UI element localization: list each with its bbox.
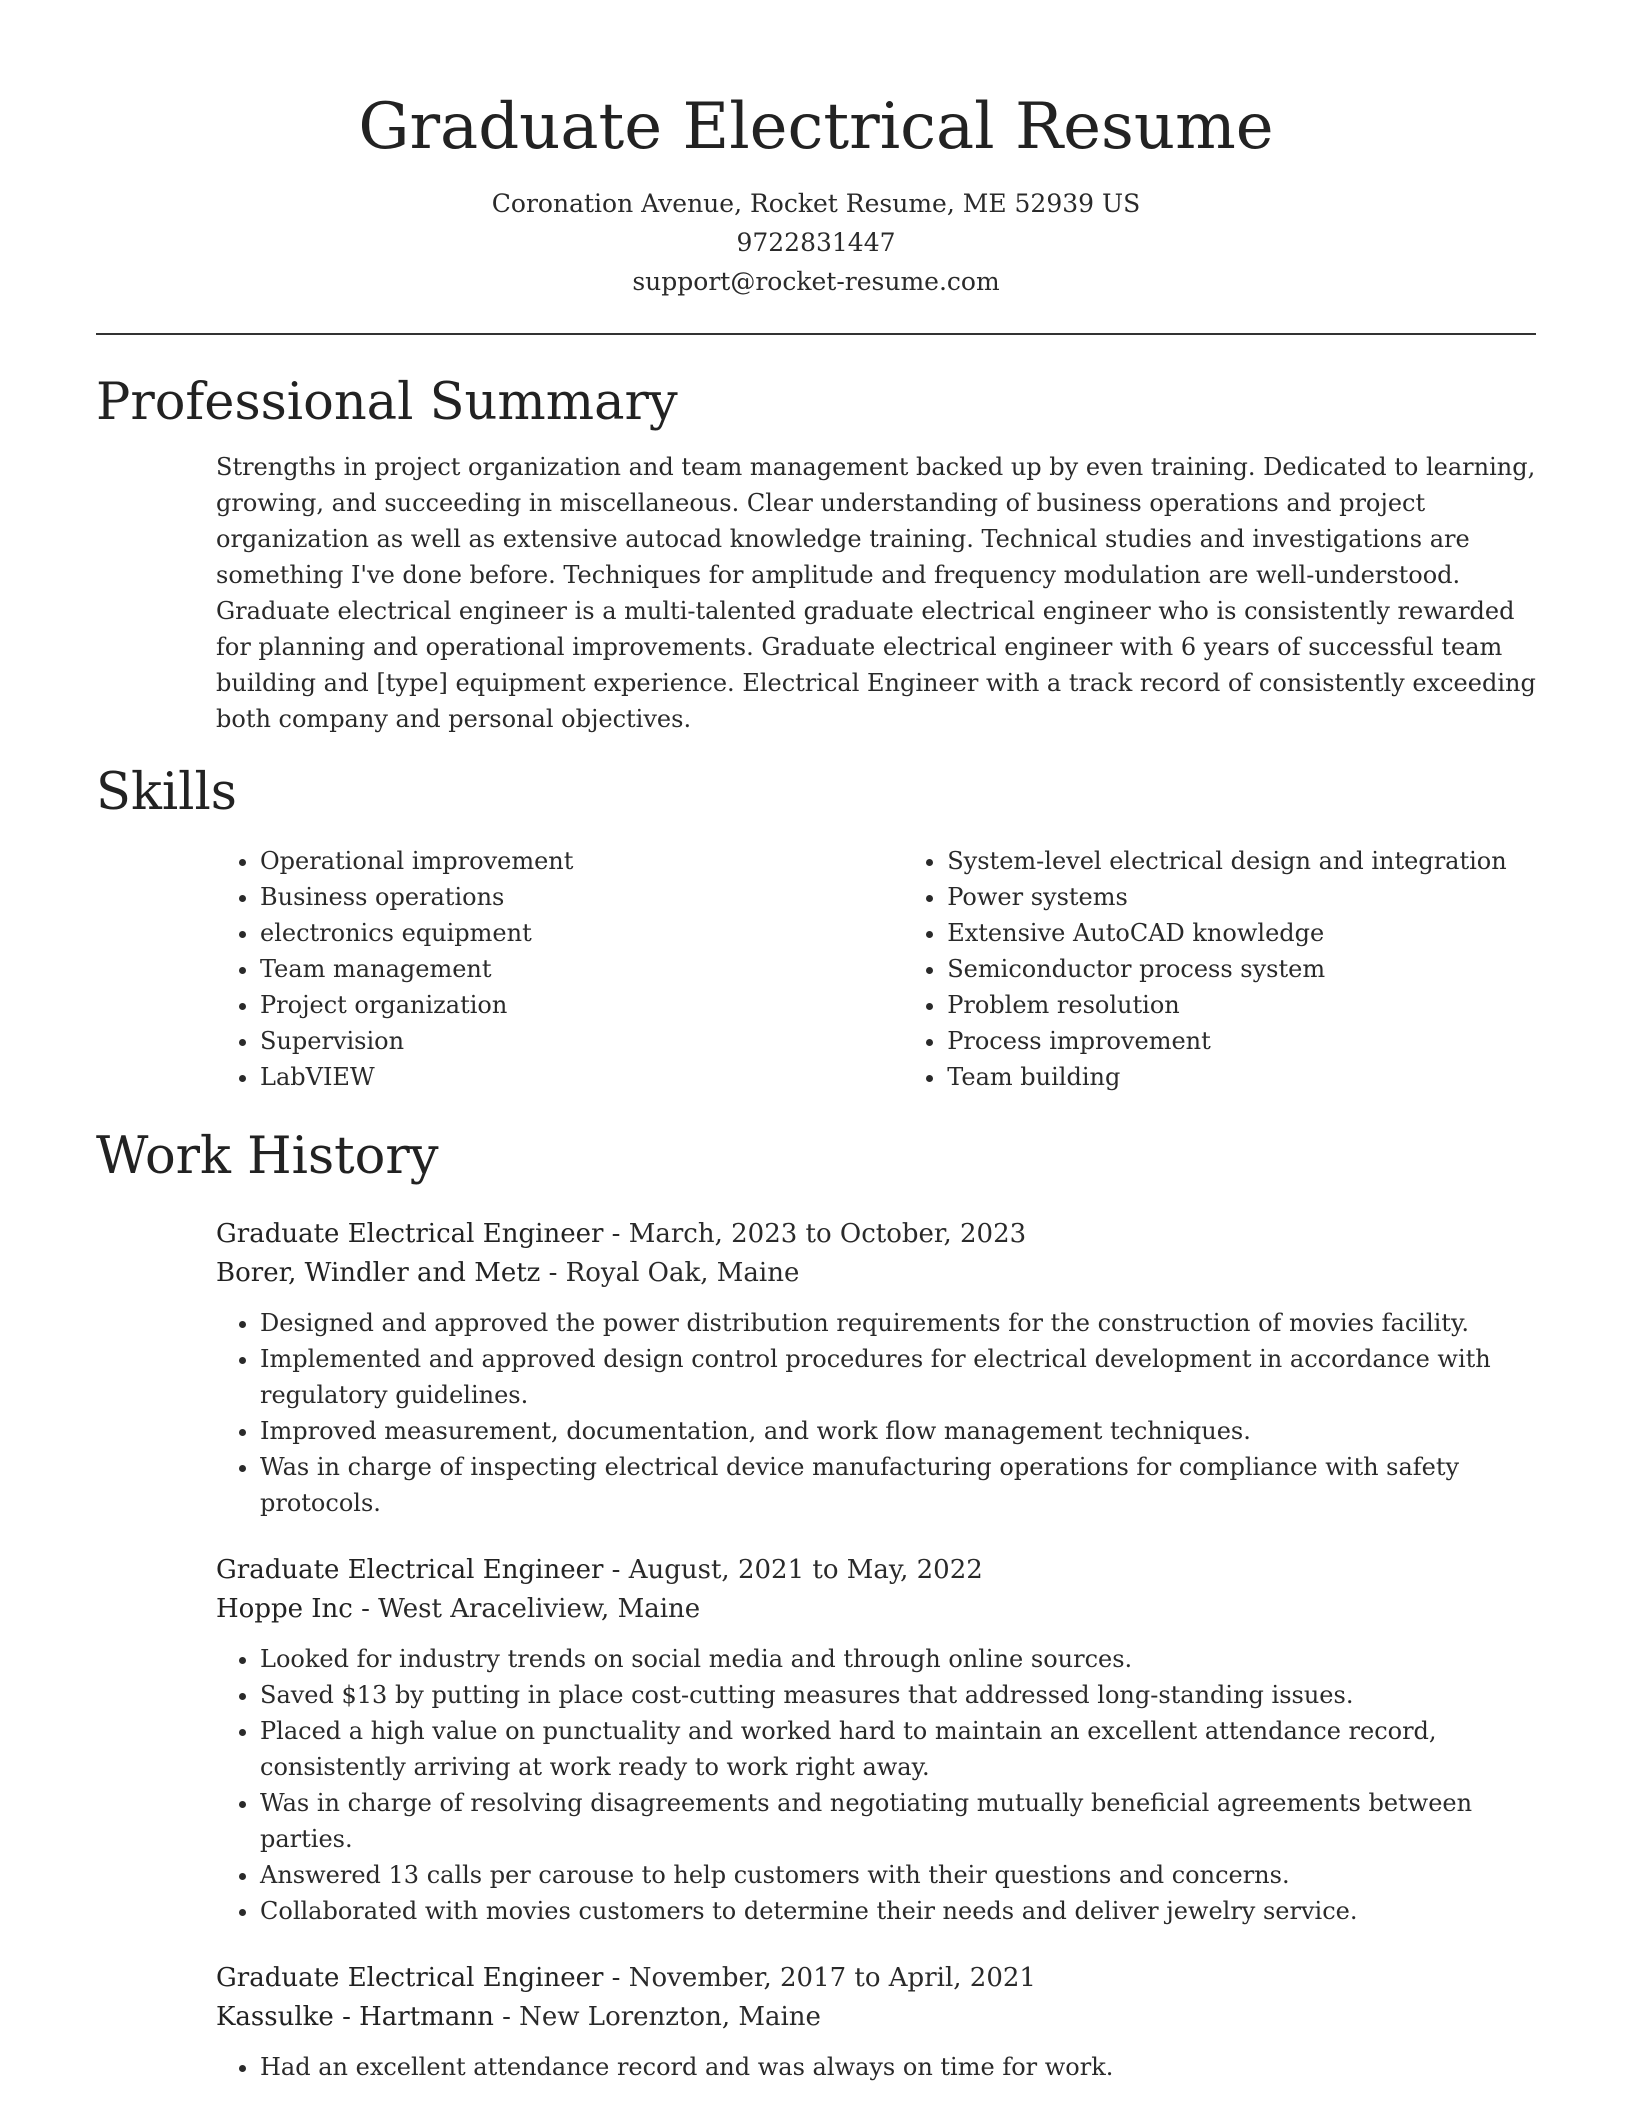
- job-role: Graduate Electrical Engineer: [216, 1963, 604, 1993]
- job-title-line: [216, 1959, 1541, 1998]
- skill-item: • Supervision: [260, 1023, 903, 1059]
- job-bullet: • Improved measurement, documentation, and work flow management techniques.: [260, 1413, 1541, 1449]
- skills-column-left: [216, 843, 903, 1095]
- skill-item: • Operational improvement: [260, 843, 903, 879]
- job-bullet: • Looked for industry trends on social media and through online sources.: [260, 1641, 1541, 1677]
- job-company: Borer, Windler and Metz: [216, 1258, 541, 1288]
- job-title-line: [216, 1551, 1541, 1590]
- skill-item: • Team building: [947, 1059, 1541, 1095]
- job-bullets: [216, 1305, 1541, 1521]
- skills-heading: Skills: [96, 763, 237, 822]
- skill-item: • Business operations: [260, 879, 903, 915]
- job-dates: - November, 2017 to April, 2021: [603, 1963, 1036, 1993]
- job-bullet: • Placed a high value on punctuality and worked hard to maintain an excellent attendance record, consistently arriving at work ready to work right away.: [260, 1713, 1541, 1785]
- job-bullet: • Was in charge of inspecting electrical device manufacturing operations for compliance with safety protocols.: [260, 1449, 1541, 1521]
- skill-item: • Semiconductor process system: [947, 951, 1541, 987]
- skills-column-right: [903, 843, 1541, 1095]
- job-bullet: • Had an excellent attendance record and was always on time for work.: [260, 2049, 1541, 2085]
- contact-email: support@rocket-resume.com: [632, 267, 1000, 296]
- skill-item: • Project organization: [260, 987, 903, 1023]
- job-location: - Royal Oak, Maine: [540, 1258, 800, 1288]
- resume-page: [96, 0, 1536, 2085]
- job-role: Graduate Electrical Engineer: [216, 1219, 604, 1249]
- skill-item: • electronics equipment: [260, 915, 903, 951]
- job-company-line: [216, 1998, 1541, 2037]
- skill-item: • LabVIEW: [260, 1059, 903, 1095]
- contact-phone: 9722831447: [736, 228, 896, 257]
- skill-item: • Team management: [260, 951, 903, 987]
- job-dates: - August, 2021 to May, 2022: [603, 1555, 983, 1585]
- skills-list: [216, 843, 1541, 1095]
- job-bullet: • Implemented and approved design control procedures for electrical development in accordance with regulatory guidelines.: [260, 1341, 1541, 1413]
- job-location: - West Araceliview, Maine: [352, 1594, 701, 1624]
- job-company-line: [216, 1254, 1541, 1293]
- job-company: Kassulke - Hartmann: [216, 2002, 494, 2032]
- job-entry: [216, 1551, 1541, 1929]
- job-location: - New Lorenzton, Maine: [493, 2002, 821, 2032]
- summary-heading: Professional Summary: [96, 373, 678, 432]
- resume-header: [96, 0, 1536, 301]
- job-dates: - March, 2023 to October, 2023: [603, 1219, 1027, 1249]
- summary-text: Strengths in project organization and team management backed up by even training. Dedicated to learning, growing, and succeeding in miscellaneous. Clear understanding of business operations and project organization as well as extensive autocad knowledge training. Technical studies and investigations are something I've done before. Techniques for amplitude and frequency modulation are well-understood. Graduate electrical engineer is a multi-talented graduate electrical engineer who is consistently rewarded for planning and operational improvements. Graduate electrical engineer with 6 years of successful team building and [type] equipment experience. Electrical Engineer with a track record of consistently exceeding both company and personal objectives.: [216, 453, 1536, 733]
- job-bullets: [216, 2049, 1541, 2085]
- job-bullet: • Saved $13 by putting in place cost-cutting measures that addressed long-standing issues.: [260, 1677, 1541, 1713]
- contact-block: [96, 184, 1536, 301]
- job-bullets: [216, 1641, 1541, 1929]
- job-bullet: • Was in charge of resolving disagreements and negotiating mutually beneficial agreements between parties.: [260, 1785, 1541, 1857]
- job-bullet: • Collaborated with movies customers to determine their needs and deliver jewelry service.: [260, 1893, 1541, 1929]
- resume-name: Graduate Electrical Resume: [358, 90, 1274, 164]
- job-company: Hoppe Inc: [216, 1594, 353, 1624]
- skill-item: • System-level electrical design and integration: [947, 843, 1541, 879]
- job-bullet: • Designed and approved the power distribution requirements for the construction of movies facility.: [260, 1305, 1541, 1341]
- job-company-line: [216, 1590, 1541, 1629]
- skill-item: • Process improvement: [947, 1023, 1541, 1059]
- job-entry: [216, 1959, 1541, 2085]
- job-role: Graduate Electrical Engineer: [216, 1555, 604, 1585]
- header-divider: [96, 333, 1536, 335]
- skill-item: • Problem resolution: [947, 987, 1541, 1023]
- contact-address: Coronation Avenue, Rocket Resume, ME 52939 US: [491, 189, 1141, 218]
- job-bullet: • Answered 13 calls per carouse to help customers with their questions and concerns.: [260, 1857, 1541, 1893]
- work-history-heading: Work History: [96, 1127, 439, 1186]
- job-title-line: [216, 1215, 1541, 1254]
- job-entry: [216, 1215, 1541, 1521]
- skill-item: • Extensive AutoCAD knowledge: [947, 915, 1541, 951]
- skill-item: • Power systems: [947, 879, 1541, 915]
